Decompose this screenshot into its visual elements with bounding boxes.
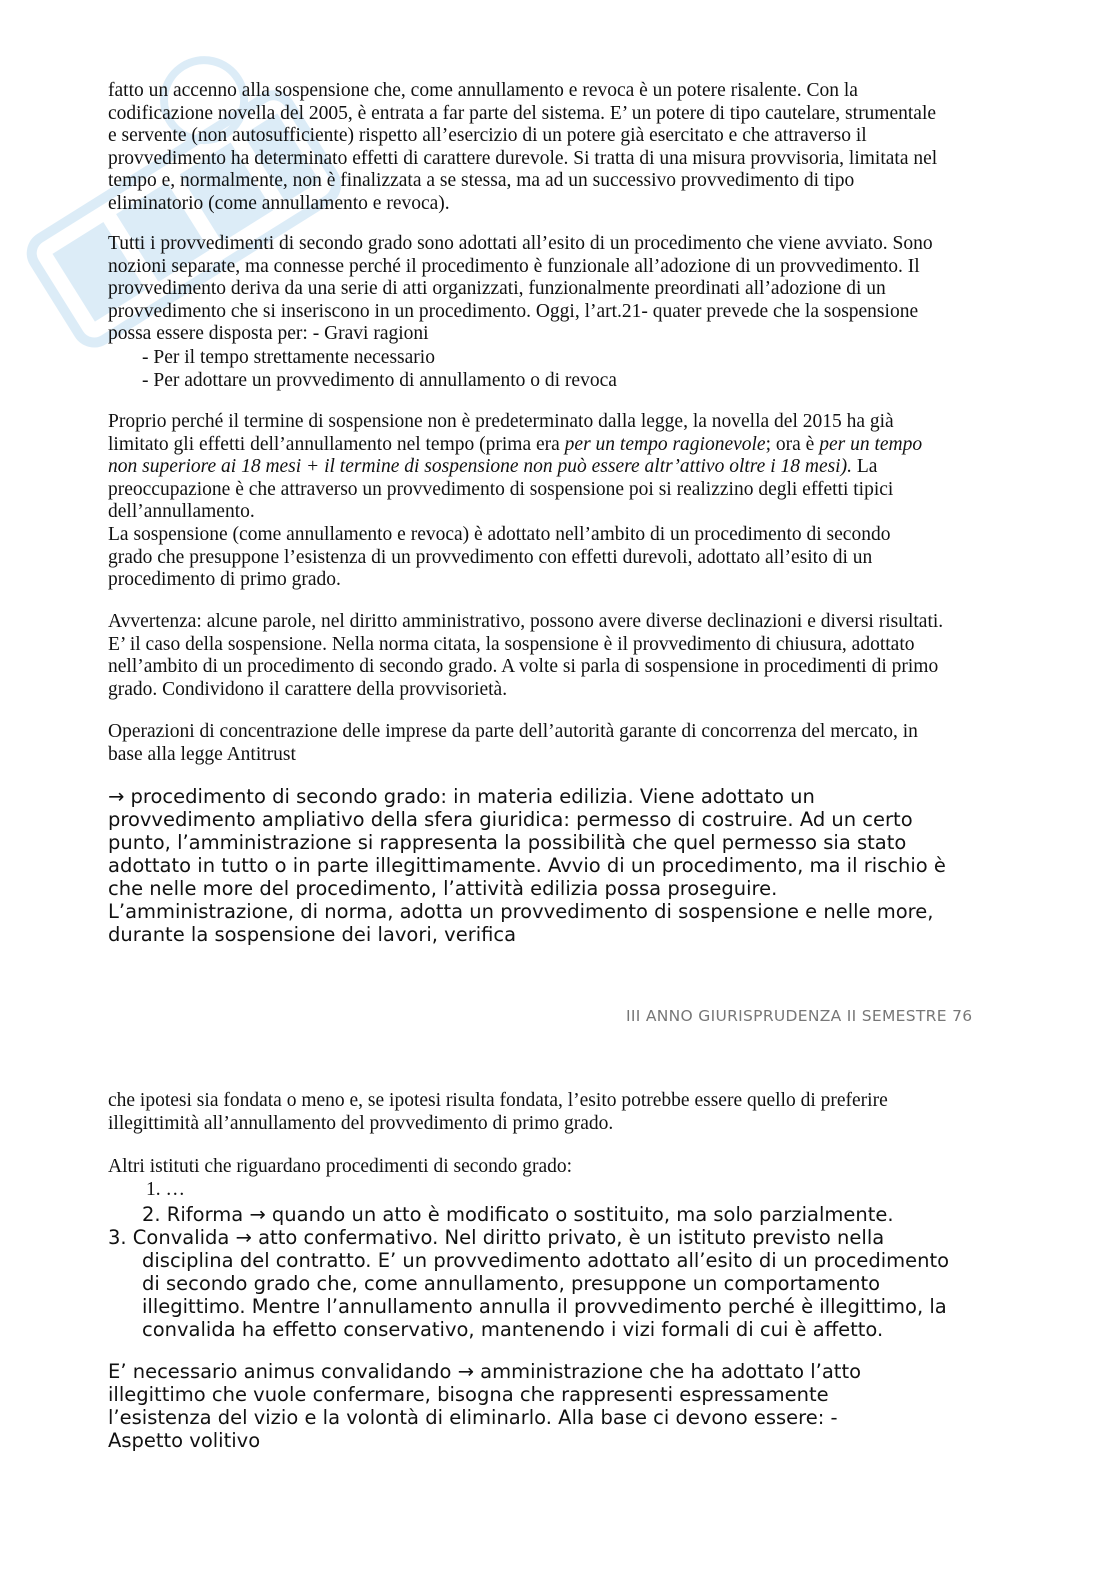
text-line: preoccupazione è che attraverso un provvedimento di sospensione poi si realizzino degli effetti tipici — [108, 478, 894, 500]
text-line: Operazioni di concentrazione delle imprese da parte dell’autorità garante di concorrenza del mercato, in — [108, 721, 918, 742]
italic-text: non superiore ai 18 mesi + il termine di sospensione non può essere altr’attivo oltre i 18 mesi). — [108, 456, 852, 477]
paragraph-animus-convalidando — [108, 1360, 1008, 1452]
text-line: eliminatorio (come annullamento e revoca). — [108, 192, 450, 214]
text-line: procedimento di primo grado. — [108, 569, 341, 590]
text-line: L’amministrazione, di norma, adotta un provvedimento di sospensione e nelle more, — [108, 900, 934, 923]
text-line: Proprio perché il termine di sospensione non è predeterminato dalla legge, la novella del 2015 ha già — [108, 411, 894, 432]
italic-text: per un tempo ragionevole — [564, 433, 766, 455]
text-line: provvedimento deriva da una serie di atti organizzati, funzionalmente preordinati all’adozione di un — [108, 278, 886, 299]
text-line: nell’ambito di un procedimento di secondo grado. A volte si parla di sospensione in procedimenti di primo — [108, 656, 939, 677]
paragraph-provvedimenti-secondo-grado — [108, 233, 1008, 393]
text-line: La sospensione (come annullamento e revoca) è adottato nell’ambito di un procedimento di secondo — [108, 524, 891, 545]
text-line: grado. Condividono il carattere della provvisorietà. — [108, 678, 508, 700]
paragraph-ipotesi-fondata — [108, 1090, 1008, 1135]
paragraph-antitrust — [108, 721, 1008, 766]
list-item: 1. … — [146, 1178, 185, 1200]
text-line: che ipotesi sia fondata o meno e, se ipotesi risulta fondata, l’esito potrebbe essere quello di preferire — [108, 1090, 888, 1111]
text-line: tempo e, normalmente, non è finalizzata a se stessa, ma ad un successivo provvedimento di tipo — [108, 170, 855, 191]
text-line: provvedimento ha determinato effetti di carattere durevole. Si tratta di una misura provvisoria, limitata nel — [108, 147, 938, 169]
text-line: illegittimo. Mentre l’annullamento annulla il provvedimento perché è illegittimo, la — [142, 1295, 947, 1318]
list-item: - Per il tempo strettamente necessario — [142, 346, 435, 368]
text-line: fatto un accenno alla sospensione che, come annullamento e revoca è un potere risalente. Con la — [108, 80, 858, 101]
text-line: che nelle more del procedimento, l’attività edilizia possa proseguire. — [108, 877, 778, 900]
text-line: illegittimità all’annullamento del provvedimento di primo grado. — [108, 1112, 614, 1134]
list-item: - Per adottare un provvedimento di annullamento o di revoca — [142, 370, 617, 391]
text-line: illegittimo che vuole confermare, bisogna che rappresenti espressamente — [108, 1383, 829, 1406]
text-run: ; ora è — [765, 433, 820, 455]
text-line: E’ il caso della sospensione. Nella norma citata, la sospensione è il provvedimento di chiusura, adottato — [108, 633, 915, 655]
paragraph-termine-sospensione — [108, 411, 1008, 524]
text-line: e servente (non autosufficiente) rispetto all’esercizio di un potere già esercitato e che attraverso il — [108, 125, 867, 146]
paragraph-avvertenza — [108, 611, 1008, 701]
list-item-convalida: 3. Convalida → atto confermativo. Nel diritto privato, è un istituto previsto nella — [108, 1226, 885, 1249]
text-line: Avvertenza: alcune parole, nel diritto amministrativo, possono avere diverse declinazioni e diversi risultati. — [108, 611, 944, 632]
text-line: grado che presuppone l’esistenza di un provvedimento con effetti durevoli, adottato all’esito di un — [108, 546, 873, 568]
paragraph-altri-istituti — [108, 1156, 1008, 1201]
paragraph-sospensione-intro — [108, 80, 1008, 215]
text-line: disciplina del contratto. E’ un provvedimento adottato all’esito di un procedimento — [142, 1249, 950, 1272]
text-line: adottato in tutto o in parte illegittimamente. Avvio di un procedimento, ma il rischio è — [108, 854, 946, 877]
list-item-riforma: 2. Riforma → quando un atto è modificato o sostituito, ma solo parzialmente. — [142, 1203, 894, 1226]
page-footer: III ANNO GIURISPRUDENZA II SEMESTRE 76 — [626, 1007, 973, 1025]
text-line: convalida ha effetto conservativo, mantenendo i vizi formali di cui è affetto. — [142, 1318, 884, 1341]
text-run: La — [851, 456, 878, 477]
text-line: dell’annullamento. — [108, 501, 255, 522]
text-line: codificazione novella del 2005, è entrata a far parte del sistema. E’ un potere di tipo cautelare, strumentale — [108, 102, 937, 124]
text-line: durante la sospensione dei lavori, verifica — [108, 923, 517, 946]
text-line: possa essere disposta per: - Gravi ragioni — [108, 323, 429, 344]
text-line: provvedimento ampliativo della sfera giuridica: permesso di costruire. Ad un certo — [108, 808, 913, 831]
text-line: Altri istituti che riguardano procedimenti di secondo grado: — [108, 1156, 573, 1177]
text-line: punto, l’amministrazione si rappresenta la possibilità che quel permesso sia stato — [108, 831, 907, 854]
paragraph-materia-edilizia — [108, 785, 1008, 946]
text-line: base alla legge Antitrust — [108, 743, 296, 765]
text-line: Tutti i provvedimenti di secondo grado sono adottati all’esito di un procedimento che viene avviato. Sono — [108, 233, 933, 254]
text-line: → procedimento di secondo grado: in materia edilizia. Viene adottato un — [108, 785, 815, 808]
paragraph-sospensione-ambito — [108, 524, 1008, 592]
list-istituti — [108, 1203, 1008, 1341]
text-line: nozioni separate, ma connesse perché il procedimento è funzionale all’adozione di un provvedimento. Il — [108, 255, 920, 277]
text-line: l’esistenza del vizio e la volontà di eliminarlo. Alla base ci devono essere: - — [108, 1406, 838, 1429]
text-line: E’ necessario animus convalidando → amministrazione che ha adottato l’atto — [108, 1360, 862, 1383]
text-line: di secondo grado che, come annullamento, presuppone un comportamento — [142, 1272, 881, 1295]
text-run: limitato gli effetti dell’annullamento nel tempo (prima era — [108, 433, 565, 455]
text-line — [108, 456, 1008, 479]
text-line: provvedimento che si inseriscono in un procedimento. Oggi, l’art.21- quater prevede che la sospensione — [108, 300, 919, 322]
text-line: Aspetto volitivo — [108, 1429, 261, 1452]
text-line — [108, 434, 1008, 457]
italic-text: per un tempo — [819, 433, 923, 455]
